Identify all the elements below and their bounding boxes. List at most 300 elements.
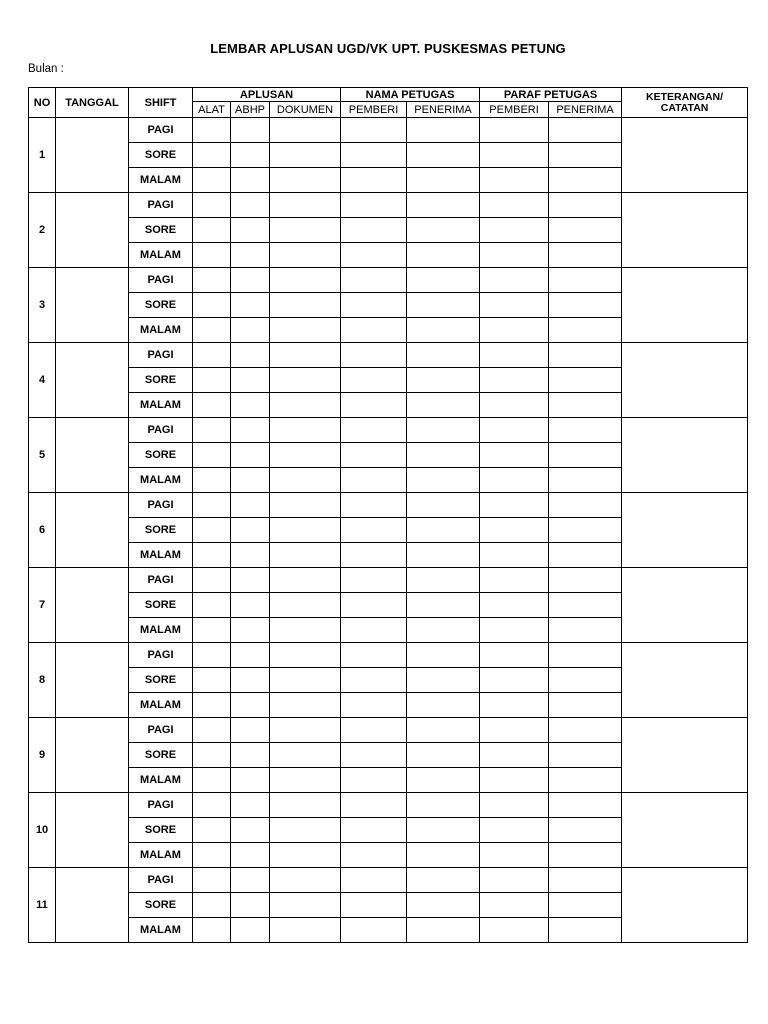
paraf-penerima-cell[interactable] xyxy=(549,168,622,193)
paraf-pemberi-cell[interactable] xyxy=(480,518,549,543)
paraf-pemberi-cell[interactable] xyxy=(480,593,549,618)
form-title: LEMBAR APLUSAN UGD/VK UPT. PUSKESMAS PETUNG xyxy=(210,41,566,56)
nama-pemberi-cell[interactable] xyxy=(341,918,407,943)
paraf-penerima-cell[interactable] xyxy=(549,718,622,743)
paraf-penerima-cell[interactable] xyxy=(549,268,622,293)
abhp-cell[interactable] xyxy=(231,743,270,768)
abhp-cell[interactable] xyxy=(231,218,270,243)
nama-penerima-cell[interactable] xyxy=(407,243,480,268)
nama-penerima-cell[interactable] xyxy=(407,843,480,868)
abhp-cell[interactable] xyxy=(231,268,270,293)
nama-penerima-cell[interactable] xyxy=(407,293,480,318)
dokumen-cell[interactable] xyxy=(270,343,341,368)
alat-cell[interactable] xyxy=(193,918,231,943)
paraf-penerima-cell[interactable] xyxy=(549,118,622,143)
tanggal-cell[interactable] xyxy=(56,193,129,268)
paraf-pemberi-cell[interactable] xyxy=(480,218,549,243)
abhp-cell[interactable] xyxy=(231,118,270,143)
shift-label: SORE xyxy=(129,368,193,393)
alat-cell[interactable] xyxy=(193,818,231,843)
paraf-penerima-cell[interactable] xyxy=(549,518,622,543)
dokumen-cell[interactable] xyxy=(270,693,341,718)
dokumen-cell[interactable] xyxy=(270,268,341,293)
nama-penerima-cell[interactable] xyxy=(407,168,480,193)
keterangan-cell[interactable] xyxy=(622,643,748,718)
dokumen-cell[interactable] xyxy=(270,218,341,243)
abhp-cell[interactable] xyxy=(231,918,270,943)
header-paraf-petugas: PARAF PETUGAS xyxy=(480,88,622,102)
table-row xyxy=(29,118,748,143)
dokumen-cell[interactable] xyxy=(270,393,341,418)
paraf-pemberi-cell[interactable] xyxy=(480,668,549,693)
tanggal-cell[interactable] xyxy=(56,118,129,193)
paraf-pemberi-cell[interactable] xyxy=(480,743,549,768)
table-row xyxy=(29,193,748,218)
alat-cell[interactable] xyxy=(193,368,231,393)
dokumen-cell[interactable] xyxy=(270,368,341,393)
paraf-penerima-cell[interactable] xyxy=(549,618,622,643)
keterangan-cell[interactable] xyxy=(622,193,748,268)
shift-label: SORE xyxy=(129,443,193,468)
paraf-penerima-cell[interactable] xyxy=(549,668,622,693)
paraf-pemberi-cell[interactable] xyxy=(480,143,549,168)
paraf-penerima-cell[interactable] xyxy=(549,143,622,168)
paraf-pemberi-cell[interactable] xyxy=(480,818,549,843)
paraf-penerima-cell[interactable] xyxy=(549,818,622,843)
paraf-pemberi-cell[interactable] xyxy=(480,693,549,718)
dokumen-cell[interactable] xyxy=(270,493,341,518)
abhp-cell[interactable] xyxy=(231,293,270,318)
dokumen-cell[interactable] xyxy=(270,518,341,543)
abhp-cell[interactable] xyxy=(231,593,270,618)
dokumen-cell[interactable] xyxy=(270,418,341,443)
nama-pemberi-cell[interactable] xyxy=(341,793,407,818)
paraf-penerima-cell[interactable] xyxy=(549,393,622,418)
dokumen-cell[interactable] xyxy=(270,318,341,343)
paraf-penerima-cell[interactable] xyxy=(549,793,622,818)
paraf-pemberi-cell[interactable] xyxy=(480,718,549,743)
paraf-penerima-cell[interactable] xyxy=(549,493,622,518)
tanggal-cell[interactable] xyxy=(56,643,129,718)
nama-pemberi-cell[interactable] xyxy=(341,493,407,518)
header-nama-pemberi: PEMBERI xyxy=(341,102,407,118)
nama-pemberi-cell[interactable] xyxy=(341,468,407,493)
nama-pemberi-cell[interactable] xyxy=(341,193,407,218)
dokumen-cell[interactable] xyxy=(270,293,341,318)
paraf-pemberi-cell[interactable] xyxy=(480,368,549,393)
alat-cell[interactable] xyxy=(193,843,231,868)
paraf-penerima-cell[interactable] xyxy=(549,918,622,943)
row-number: 9 xyxy=(29,718,56,793)
row-number: 10 xyxy=(29,793,56,868)
alat-cell[interactable] xyxy=(193,518,231,543)
header-nama-petugas: NAMA PETUGAS xyxy=(341,88,480,102)
nama-pemberi-cell[interactable] xyxy=(341,768,407,793)
alat-cell[interactable] xyxy=(193,593,231,618)
nama-penerima-cell[interactable] xyxy=(407,743,480,768)
paraf-penerima-cell[interactable] xyxy=(549,293,622,318)
nama-penerima-cell[interactable] xyxy=(407,343,480,368)
alat-cell[interactable] xyxy=(193,618,231,643)
nama-penerima-cell[interactable] xyxy=(407,143,480,168)
alat-cell[interactable] xyxy=(193,693,231,718)
nama-pemberi-cell[interactable] xyxy=(341,218,407,243)
nama-penerima-cell[interactable] xyxy=(407,268,480,293)
paraf-penerima-cell[interactable] xyxy=(549,218,622,243)
abhp-cell[interactable] xyxy=(231,468,270,493)
dokumen-cell[interactable] xyxy=(270,643,341,668)
paraf-pemberi-cell[interactable] xyxy=(480,493,549,518)
abhp-cell[interactable] xyxy=(231,818,270,843)
alat-cell[interactable] xyxy=(193,168,231,193)
nama-penerima-cell[interactable] xyxy=(407,318,480,343)
row-number: 4 xyxy=(29,343,56,418)
abhp-cell[interactable] xyxy=(231,543,270,568)
alat-cell[interactable] xyxy=(193,743,231,768)
alat-cell[interactable] xyxy=(193,543,231,568)
alat-cell[interactable] xyxy=(193,718,231,743)
shift-label: SORE xyxy=(129,668,193,693)
nama-pemberi-cell[interactable] xyxy=(341,893,407,918)
nama-pemberi-cell[interactable] xyxy=(341,418,407,443)
paraf-pemberi-cell[interactable] xyxy=(480,243,549,268)
nama-pemberi-cell[interactable] xyxy=(341,543,407,568)
nama-penerima-cell[interactable] xyxy=(407,418,480,443)
dokumen-cell[interactable] xyxy=(270,468,341,493)
alat-cell[interactable] xyxy=(193,318,231,343)
dokumen-cell[interactable] xyxy=(270,168,341,193)
nama-penerima-cell[interactable] xyxy=(407,693,480,718)
dokumen-cell[interactable] xyxy=(270,818,341,843)
table-row xyxy=(29,718,748,743)
nama-pemberi-cell[interactable] xyxy=(341,693,407,718)
paraf-penerima-cell[interactable] xyxy=(549,418,622,443)
paraf-penerima-cell[interactable] xyxy=(549,343,622,368)
alat-cell[interactable] xyxy=(193,143,231,168)
nama-penerima-cell[interactable] xyxy=(407,393,480,418)
paraf-penerima-cell[interactable] xyxy=(549,893,622,918)
dokumen-cell[interactable] xyxy=(270,793,341,818)
paraf-pemberi-cell[interactable] xyxy=(480,768,549,793)
abhp-cell[interactable] xyxy=(231,718,270,743)
nama-pemberi-cell[interactable] xyxy=(341,293,407,318)
keterangan-cell[interactable] xyxy=(622,118,748,193)
nama-penerima-cell[interactable] xyxy=(407,543,480,568)
keterangan-cell[interactable] xyxy=(622,268,748,343)
nama-pemberi-cell[interactable] xyxy=(341,443,407,468)
nama-penerima-cell[interactable] xyxy=(407,568,480,593)
abhp-cell[interactable] xyxy=(231,318,270,343)
paraf-penerima-cell[interactable] xyxy=(549,243,622,268)
paraf-penerima-cell[interactable] xyxy=(549,868,622,893)
row-number: 5 xyxy=(29,418,56,493)
shift-label: MALAM xyxy=(129,543,193,568)
paraf-pemberi-cell[interactable] xyxy=(480,793,549,818)
row-number: 7 xyxy=(29,568,56,643)
alat-cell[interactable] xyxy=(193,268,231,293)
nama-penerima-cell[interactable] xyxy=(407,118,480,143)
abhp-cell[interactable] xyxy=(231,193,270,218)
nama-penerima-cell[interactable] xyxy=(407,668,480,693)
table-body xyxy=(29,118,748,943)
dokumen-cell[interactable] xyxy=(270,768,341,793)
alat-cell[interactable] xyxy=(193,118,231,143)
alat-cell[interactable] xyxy=(193,893,231,918)
paraf-penerima-cell[interactable] xyxy=(549,643,622,668)
abhp-cell[interactable] xyxy=(231,493,270,518)
shift-label: MALAM xyxy=(129,693,193,718)
dokumen-cell[interactable] xyxy=(270,193,341,218)
nama-penerima-cell[interactable] xyxy=(407,618,480,643)
row-number: 2 xyxy=(29,193,56,268)
paraf-pemberi-cell[interactable] xyxy=(480,318,549,343)
nama-pemberi-cell[interactable] xyxy=(341,393,407,418)
keterangan-cell[interactable] xyxy=(622,868,748,943)
shift-label: SORE xyxy=(129,593,193,618)
tanggal-cell[interactable] xyxy=(56,418,129,493)
paraf-penerima-cell[interactable] xyxy=(549,593,622,618)
paraf-pemberi-cell[interactable] xyxy=(480,843,549,868)
month-label: Bulan : xyxy=(28,63,64,75)
dokumen-cell[interactable] xyxy=(270,443,341,468)
dokumen-cell[interactable] xyxy=(270,668,341,693)
header-nama-penerima: PENERIMA xyxy=(407,102,480,118)
alat-cell[interactable] xyxy=(193,193,231,218)
nama-pemberi-cell[interactable] xyxy=(341,318,407,343)
keterangan-cell[interactable] xyxy=(622,793,748,868)
alat-cell[interactable] xyxy=(193,293,231,318)
shift-label: SORE xyxy=(129,143,193,168)
nama-pemberi-cell[interactable] xyxy=(341,118,407,143)
header-aplusan: APLUSAN xyxy=(193,88,341,102)
paraf-pemberi-cell[interactable] xyxy=(480,618,549,643)
keterangan-cell[interactable] xyxy=(622,418,748,493)
header-tanggal: TANGGAL xyxy=(56,88,129,118)
nama-penerima-cell[interactable] xyxy=(407,868,480,893)
abhp-cell[interactable] xyxy=(231,343,270,368)
paraf-penerima-cell[interactable] xyxy=(549,743,622,768)
dokumen-cell[interactable] xyxy=(270,718,341,743)
paraf-pemberi-cell[interactable] xyxy=(480,543,549,568)
nama-penerima-cell[interactable] xyxy=(407,718,480,743)
abhp-cell[interactable] xyxy=(231,393,270,418)
shift-label: SORE xyxy=(129,818,193,843)
dokumen-cell[interactable] xyxy=(270,918,341,943)
header-paraf-pemberi: PEMBERI xyxy=(480,102,549,118)
shift-label: SORE xyxy=(129,893,193,918)
paraf-pemberi-cell[interactable] xyxy=(480,418,549,443)
nama-pemberi-cell[interactable] xyxy=(341,743,407,768)
paraf-pemberi-cell[interactable] xyxy=(480,918,549,943)
paraf-pemberi-cell[interactable] xyxy=(480,268,549,293)
alat-cell[interactable] xyxy=(193,443,231,468)
abhp-cell[interactable] xyxy=(231,143,270,168)
nama-pemberi-cell[interactable] xyxy=(341,343,407,368)
dokumen-cell[interactable] xyxy=(270,543,341,568)
abhp-cell[interactable] xyxy=(231,518,270,543)
abhp-cell[interactable] xyxy=(231,843,270,868)
nama-penerima-cell[interactable] xyxy=(407,593,480,618)
paraf-pemberi-cell[interactable] xyxy=(480,343,549,368)
paraf-pemberi-cell[interactable] xyxy=(480,468,549,493)
nama-pemberi-cell[interactable] xyxy=(341,843,407,868)
alat-cell[interactable] xyxy=(193,218,231,243)
abhp-cell[interactable] xyxy=(231,793,270,818)
paraf-penerima-cell[interactable] xyxy=(549,843,622,868)
nama-penerima-cell[interactable] xyxy=(407,793,480,818)
row-number: 3 xyxy=(29,268,56,343)
paraf-penerima-cell[interactable] xyxy=(549,468,622,493)
nama-pemberi-cell[interactable] xyxy=(341,168,407,193)
paraf-penerima-cell[interactable] xyxy=(549,443,622,468)
paraf-pemberi-cell[interactable] xyxy=(480,868,549,893)
nama-penerima-cell[interactable] xyxy=(407,493,480,518)
alat-cell[interactable] xyxy=(193,668,231,693)
alat-cell[interactable] xyxy=(193,868,231,893)
alat-cell[interactable] xyxy=(193,468,231,493)
paraf-penerima-cell[interactable] xyxy=(549,318,622,343)
nama-pemberi-cell[interactable] xyxy=(341,593,407,618)
paraf-pemberi-cell[interactable] xyxy=(480,568,549,593)
abhp-cell[interactable] xyxy=(231,568,270,593)
alat-cell[interactable] xyxy=(193,768,231,793)
nama-penerima-cell[interactable] xyxy=(407,818,480,843)
nama-pemberi-cell[interactable] xyxy=(341,718,407,743)
nama-penerima-cell[interactable] xyxy=(407,468,480,493)
nama-penerima-cell[interactable] xyxy=(407,643,480,668)
table-row xyxy=(29,418,748,443)
tanggal-cell[interactable] xyxy=(56,343,129,418)
paraf-penerima-cell[interactable] xyxy=(549,193,622,218)
paraf-penerima-cell[interactable] xyxy=(549,543,622,568)
dokumen-cell[interactable] xyxy=(270,843,341,868)
paraf-pemberi-cell[interactable] xyxy=(480,893,549,918)
nama-penerima-cell[interactable] xyxy=(407,368,480,393)
shift-label: SORE xyxy=(129,293,193,318)
alat-cell[interactable] xyxy=(193,393,231,418)
paraf-penerima-cell[interactable] xyxy=(549,768,622,793)
nama-pemberi-cell[interactable] xyxy=(341,618,407,643)
alat-cell[interactable] xyxy=(193,243,231,268)
nama-pemberi-cell[interactable] xyxy=(341,668,407,693)
paraf-pemberi-cell[interactable] xyxy=(480,293,549,318)
paraf-penerima-cell[interactable] xyxy=(549,693,622,718)
dokumen-cell[interactable] xyxy=(270,118,341,143)
keterangan-cell[interactable] xyxy=(622,718,748,793)
nama-penerima-cell[interactable] xyxy=(407,893,480,918)
abhp-cell[interactable] xyxy=(231,668,270,693)
tanggal-cell[interactable] xyxy=(56,268,129,343)
alat-cell[interactable] xyxy=(193,568,231,593)
nama-pemberi-cell[interactable] xyxy=(341,643,407,668)
table-row xyxy=(29,568,748,593)
abhp-cell[interactable] xyxy=(231,443,270,468)
alat-cell[interactable] xyxy=(193,643,231,668)
paraf-pemberi-cell[interactable] xyxy=(480,393,549,418)
abhp-cell[interactable] xyxy=(231,243,270,268)
abhp-cell[interactable] xyxy=(231,643,270,668)
nama-pemberi-cell[interactable] xyxy=(341,143,407,168)
tanggal-cell[interactable] xyxy=(56,568,129,643)
abhp-cell[interactable] xyxy=(231,368,270,393)
nama-pemberi-cell[interactable] xyxy=(341,368,407,393)
abhp-cell[interactable] xyxy=(231,418,270,443)
abhp-cell[interactable] xyxy=(231,693,270,718)
nama-penerima-cell[interactable] xyxy=(407,918,480,943)
nama-pemberi-cell[interactable] xyxy=(341,818,407,843)
dokumen-cell[interactable] xyxy=(270,568,341,593)
paraf-penerima-cell[interactable] xyxy=(549,368,622,393)
nama-pemberi-cell[interactable] xyxy=(341,518,407,543)
tanggal-cell[interactable] xyxy=(56,493,129,568)
nama-penerima-cell[interactable] xyxy=(407,443,480,468)
alat-cell[interactable] xyxy=(193,343,231,368)
keterangan-cell[interactable] xyxy=(622,568,748,643)
nama-penerima-cell[interactable] xyxy=(407,193,480,218)
dokumen-cell[interactable] xyxy=(270,243,341,268)
abhp-cell[interactable] xyxy=(231,768,270,793)
abhp-cell[interactable] xyxy=(231,168,270,193)
nama-penerima-cell[interactable] xyxy=(407,218,480,243)
dokumen-cell[interactable] xyxy=(270,593,341,618)
paraf-penerima-cell[interactable] xyxy=(549,568,622,593)
alat-cell[interactable] xyxy=(193,793,231,818)
header-alat: ALAT xyxy=(193,102,231,118)
keterangan-cell[interactable] xyxy=(622,493,748,568)
alat-cell[interactable] xyxy=(193,418,231,443)
tanggal-cell[interactable] xyxy=(56,868,129,943)
paraf-pemberi-cell[interactable] xyxy=(480,443,549,468)
dokumen-cell[interactable] xyxy=(270,893,341,918)
paraf-pemberi-cell[interactable] xyxy=(480,118,549,143)
shift-label: PAGI xyxy=(129,343,193,368)
nama-pemberi-cell[interactable] xyxy=(341,268,407,293)
nama-pemberi-cell[interactable] xyxy=(341,868,407,893)
paraf-pemberi-cell[interactable] xyxy=(480,193,549,218)
shift-label: SORE xyxy=(129,218,193,243)
shift-label: PAGI xyxy=(129,418,193,443)
nama-penerima-cell[interactable] xyxy=(407,518,480,543)
header-dokumen: DOKUMEN xyxy=(270,102,341,118)
abhp-cell[interactable] xyxy=(231,618,270,643)
shift-label: MALAM xyxy=(129,243,193,268)
dokumen-cell[interactable] xyxy=(270,868,341,893)
header-shift: SHIFT xyxy=(129,88,193,118)
keterangan-cell[interactable] xyxy=(622,343,748,418)
alat-cell[interactable] xyxy=(193,493,231,518)
dokumen-cell[interactable] xyxy=(270,618,341,643)
table-row xyxy=(29,643,748,668)
dokumen-cell[interactable] xyxy=(270,743,341,768)
shift-label: PAGI xyxy=(129,118,193,143)
paraf-pemberi-cell[interactable] xyxy=(480,168,549,193)
abhp-cell[interactable] xyxy=(231,893,270,918)
nama-penerima-cell[interactable] xyxy=(407,768,480,793)
header-abhp: ABHP xyxy=(231,102,270,118)
nama-pemberi-cell[interactable] xyxy=(341,568,407,593)
handover-table xyxy=(28,87,748,943)
nama-pemberi-cell[interactable] xyxy=(341,243,407,268)
tanggal-cell[interactable] xyxy=(56,718,129,793)
shift-label: PAGI xyxy=(129,268,193,293)
table-row xyxy=(29,268,748,293)
header-keterangan: KETERANGAN/ CATATAN xyxy=(622,88,748,118)
abhp-cell[interactable] xyxy=(231,868,270,893)
dokumen-cell[interactable] xyxy=(270,143,341,168)
tanggal-cell[interactable] xyxy=(56,793,129,868)
paraf-pemberi-cell[interactable] xyxy=(480,643,549,668)
header-paraf-penerima: PENERIMA xyxy=(549,102,622,118)
